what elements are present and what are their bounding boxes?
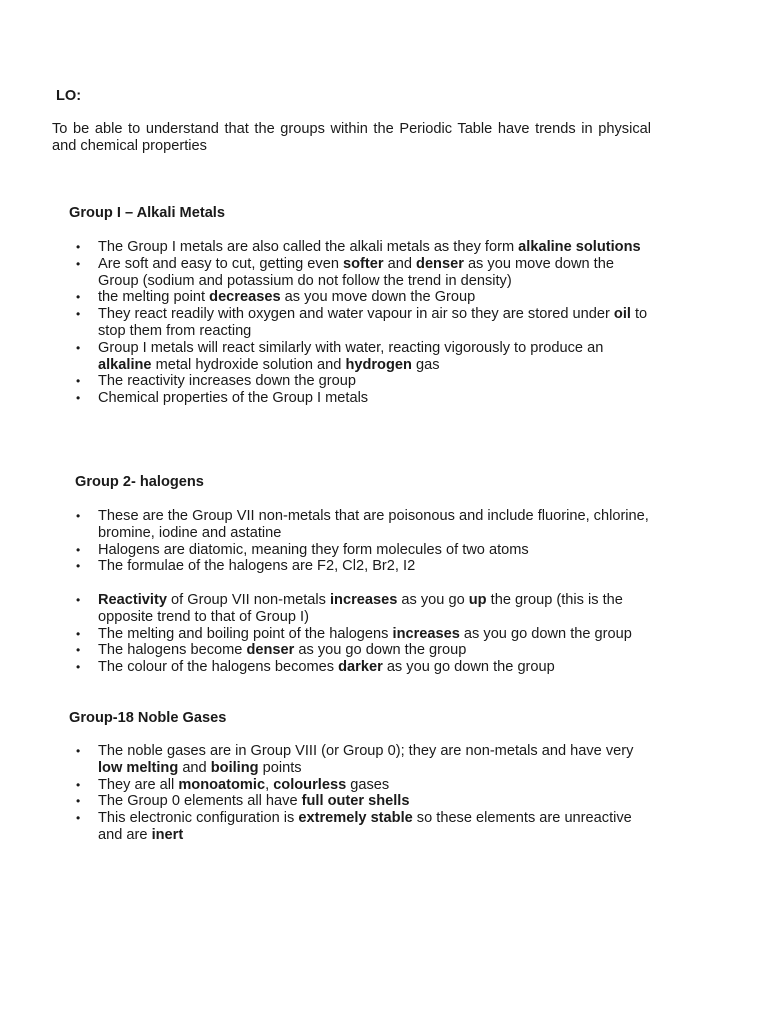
list-item: • They react readily with oxygen and water vapour in air so they are stored under oil to stop them from reacting bbox=[98, 306, 658, 340]
lo-text: To be able to understand that the groups within the Periodic Table have trends in physical and chemical properties bbox=[52, 121, 651, 154]
list-item: • This electronic configuration is extremely stable so these elements are unreactive and are inert bbox=[98, 810, 658, 844]
list-item: • These are the Group VII non-metals that are poisonous and include fluorine, chlorine, bromine, iodine and astatine bbox=[98, 508, 658, 542]
list-item: • Halogens are diatomic, meaning they form molecules of two atoms bbox=[98, 542, 658, 559]
list-item: • They are all monoatomic, colourless gases bbox=[98, 777, 658, 794]
list-item: • Group I metals will react similarly with water, reacting vigorously to produce an alkaline metal hydroxide solution and hydrogen gas bbox=[98, 340, 658, 374]
group2-list-b bbox=[98, 592, 658, 676]
list-item: • The melting and boiling point of the halogens increases as you go down the group bbox=[98, 626, 658, 643]
group1-list bbox=[98, 239, 658, 407]
group18-heading: Group-18 Noble Gases bbox=[69, 710, 227, 726]
group18-list bbox=[98, 743, 658, 844]
lo-label: LO: bbox=[56, 88, 82, 104]
list-item: • Chemical properties of the Group I metals bbox=[98, 390, 658, 407]
group2-heading: Group 2- halogens bbox=[75, 474, 204, 490]
list-item: • The formulae of the halogens are F2, Cl2, Br2, I2 bbox=[98, 558, 658, 575]
list-item: • Are soft and easy to cut, getting even softer and denser as you move down the Group (sodium and potassium do not follow the trend in density) bbox=[98, 256, 658, 290]
group1-heading: Group I – Alkali Metals bbox=[69, 205, 225, 221]
list-item: • The Group I metals are also called the alkali metals as they form alkaline solutions bbox=[98, 239, 658, 256]
list-item: • The noble gases are in Group VIII (or Group 0); they are non-metals and have very low melting and boiling points bbox=[98, 743, 658, 777]
list-item: • The halogens become denser as you go down the group bbox=[98, 642, 658, 659]
list-item: • The reactivity increases down the group bbox=[98, 373, 658, 390]
list-item: • Reactivity of Group VII non-metals increases as you go up the group (this is the opposite trend to that of Group I) bbox=[98, 592, 658, 626]
list-item: • The Group 0 elements all have full outer shells bbox=[98, 793, 658, 810]
list-item: • The colour of the halogens becomes darker as you go down the group bbox=[98, 659, 658, 676]
list-item: • the melting point decreases as you move down the Group bbox=[98, 289, 658, 306]
group2-list-a bbox=[98, 508, 658, 575]
